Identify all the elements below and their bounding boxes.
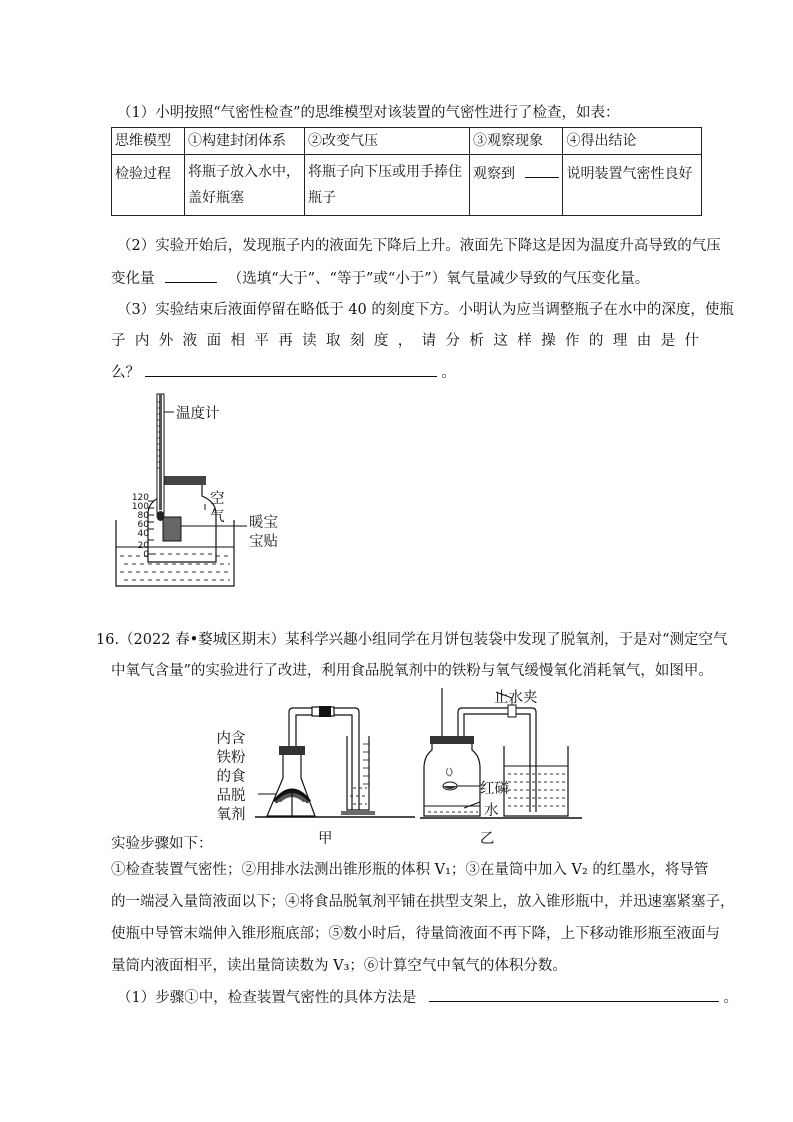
label-line: 氧剂 [216,807,246,823]
text: 。 [441,365,456,381]
figure-b-apparatus [420,688,582,828]
cell-line: 将瓶子向下压或用手捧住 [308,164,462,180]
table-cell: ②改变气压 [305,128,470,155]
table-cell [305,155,470,216]
table-cell [185,155,305,216]
table-cell: 说明装置气密性良好 [563,155,702,216]
air-label: 空 [210,491,225,507]
cell-line: 瓶子 [308,190,336,206]
q15-part2-line2 [111,268,649,289]
bottle-scale-labels [128,494,149,560]
scale-label: 0 [143,550,149,560]
q15-part1-text: （1）小明按照“气密性检查”的思维模型对该装置的气密性进行了检查，如表： [117,105,620,121]
q15-part3-line2: 子内外液面相平再读取刻度，请分析这样操作的理由是什 [111,333,699,349]
air-label: 气 [210,509,225,525]
steps-title: 实验步骤如下： [111,836,213,852]
table-cell: 思维模型 [112,128,185,155]
answer-blank[interactable] [145,362,437,377]
scale-label: 40 [137,529,149,539]
figure-a-caption: 甲 [318,831,333,847]
scale-label: 100 [131,502,149,512]
heat-pack [163,517,181,541]
figure-b-caption: 乙 [480,831,495,847]
label-line: 内含 [216,731,246,747]
table-cell: 检验过程 [112,155,185,216]
q16-title-line2: 中氧气含量”的实验进行了改进，利用食品脱氧剂中的铁粉与氧气缓慢氧化消耗氧气，如图甲。 [111,663,713,679]
heat-pack-label: 宝贴 [249,534,278,550]
q15-part3-line1: （3）实验结束后液面停留在略低于 40 的刻度下方。小明认为应当调整瓶子在水中的深度，使瓶 [117,302,734,318]
text: 么？ [111,365,140,381]
table-row [112,155,702,216]
cell-line: 盖好瓶塞 [188,190,244,206]
answer-blank[interactable] [165,268,217,283]
scale-label: 60 [137,520,149,530]
text: 。 [723,990,738,1006]
phosphorus-label: 红磷 [480,781,509,797]
cell-text: 观察到 [473,166,515,182]
q15-part2-line1: （2）实验开始后，发现瓶子内的液面先下降后上升。液面先下降这是因为温度升高导致的气压 [117,238,721,254]
q15-part3-line3 [111,362,456,383]
steps-line: 的一端浸入量筒液面以下；④将食品脱氧剂平铺在拱型支架上，放入锥形瓶中，并迅速塞紧塞子， [111,894,735,910]
table-row [112,128,702,155]
deoxidizer-label [211,730,251,825]
cell-line: 将瓶子放入水中， [188,164,300,180]
table-cell: ③观察现象 [470,128,563,155]
water-label: 水 [484,803,499,819]
text: （1）步骤①中，检查装置气密性的具体方法是 [117,990,417,1006]
scale-label: 80 [137,511,149,521]
label-line: 的食 [216,769,246,785]
steps-line: 量筒内液面相平，读出量筒读数为 V₃；⑥计算空气中氧气的体积分数。 [111,958,567,974]
text: （选填“大于”、“等于”或“小于”）氧气量减少导致的气压变化量。 [227,271,650,287]
label-line: 品脱 [216,788,246,804]
thermometer-label: 温度计 [176,406,220,422]
steps-line: 使瓶中导管末端伸入锥形瓶底部；⑤数小时后，待量筒液面不再下降，上下移动锥形瓶至液面与 [111,926,720,942]
table-cell [470,155,563,216]
q16-question1 [117,987,738,1008]
label-line: 铁粉 [216,750,246,766]
text: 变化量 [111,271,155,287]
scale-label: 120 [131,493,149,503]
scale-label: 20 [137,541,149,551]
q16-title-line1: 16.（2022 春•婺城区期末）某科学兴趣小组同学在月饼包装袋中发现了脱氧剂，于是对“测定空气 [96,632,728,648]
answer-blank[interactable] [429,987,719,1002]
figure-a-apparatus [255,688,415,828]
table-cell: ④得出结论 [563,128,702,155]
clamp-label: 止水夹 [494,690,538,706]
table-cell: ①构建封闭体系 [185,128,305,155]
heat-pack-label: 暖宝 [249,515,278,531]
steps-line: ①检查装置气密性；②用排水法测出锥形瓶的体积 V₁；③在量筒中加入 V₂ 的红墨水，将导管 [111,862,709,878]
answer-blank[interactable] [525,163,559,178]
thinking-model-table [111,127,702,216]
